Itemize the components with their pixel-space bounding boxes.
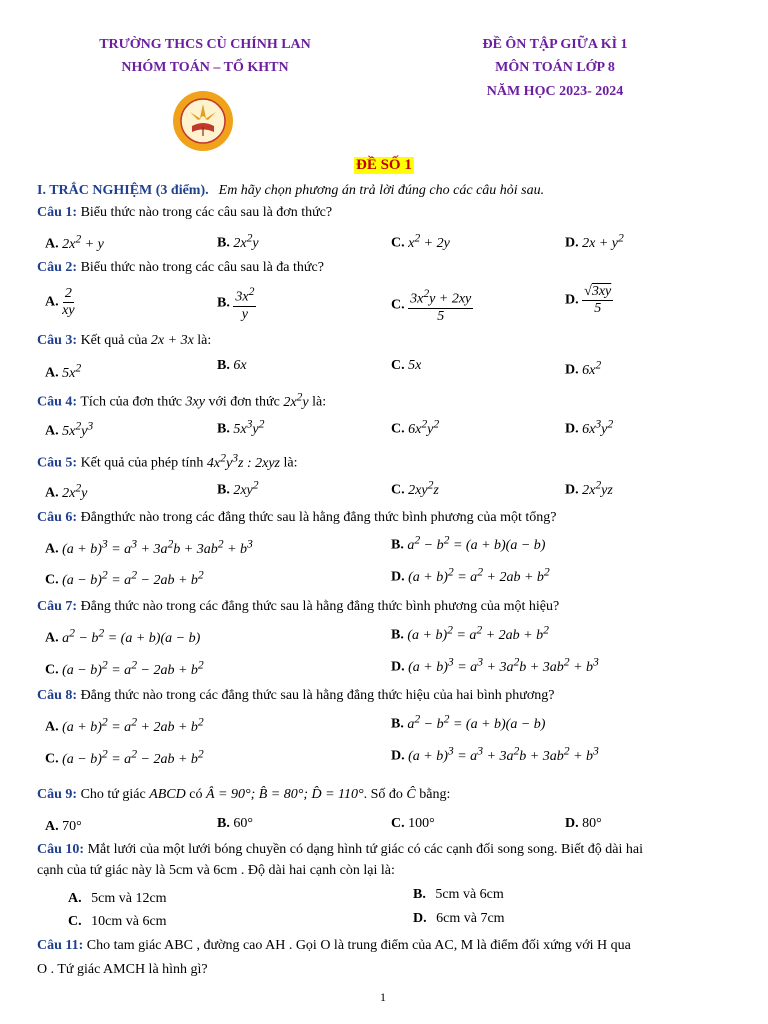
option-8c: C. $(a - b)^2 = a^2 - 2ab + b^2$ [45,747,204,767]
option-9d: D. 80° [565,816,602,831]
option-1d: D. $2x + y^2$ [565,231,624,251]
option-2a: A. $\frac{2}{xy}$ [45,286,75,318]
option-2d: D. $\frac{√3xy}{5}$ [565,284,612,316]
question-10-line2: cạnh của tứ giác này là 5cm và 6cm . Độ dài hai cạnh còn lại là: [37,863,395,878]
question-6: Câu 6: Đẳngthức nào trong các đẳng thức sau là hằng đẳng thức bình phương của một tổng? [37,510,557,525]
question-label: Câu 9: [37,787,78,802]
option-6b: B. $a^2 - b^2 = (a + b)(a - b)$ [391,533,546,553]
section-heading-row [37,181,544,199]
option-7a: A. $a^2 - b^2 = (a + b)(a - b)$ [45,626,201,646]
question-1 [37,205,332,221]
option-7b: B. $(a + b)^2 = a^2 + 2ab + b^2$ [391,623,549,643]
exam-number: ĐỀ SỐ 1 [356,157,412,173]
option-4a: A. $5x^2y^3$ [45,419,94,439]
question-label: Câu 5: [37,455,78,471]
option-6d: D. $(a + b)^2 = a^2 + 2ab + b^2$ [391,565,550,585]
option-8b: B. $a^2 - b^2 = (a + b)(a - b)$ [391,712,546,732]
option-3d: D. $6x^2$ [565,358,602,378]
section-heading: I. TRẮC NGHIỆM (3 điểm). [37,183,209,198]
question-label: Câu 11: [37,938,84,953]
option-1c: C. $x^2 + 2y$ [391,231,450,251]
question-2 [37,260,324,276]
option-4c: C. $6x^2y^2$ [391,417,440,437]
exam-title: ĐỀ ÔN TẬP GIỮA KÌ 1 [482,37,628,52]
option-4d: D. $6x^3y^2$ [565,417,614,437]
option-2b: B. $\frac{3x^2}{y}$ [217,285,255,322]
question-label: Câu 1: [37,205,78,220]
page-number: 1 [380,990,386,1004]
option-5d: D. $2x^2yz$ [565,478,613,498]
option-10a: A. 5cm và 12cm [68,891,167,906]
option-2c: C. $\frac{3x^2y + 2xy}{5}$ [391,287,472,324]
option-3b: B. 6x [217,358,247,373]
option-5a: A. $2x^2y$ [45,481,88,501]
school-year: NĂM HỌC 2023- 2024 [486,84,624,99]
question-3: Câu 3: Kết quả của 2x + 3x là: [37,333,212,348]
question-4: Câu 4: Tích của đơn thức 3xy với đơn thức $2x^2y$ là: [37,390,327,410]
option-10c: C. 10cm và 6cm [68,914,167,929]
question-11: Câu 11: Cho tam giác ABC , đường cao AH . Gọi O là trung điểm của AC, M là điểm đối xứng với H qua [37,938,631,953]
group-name: NHÓM TOÁN – TỔ KHTN [121,60,289,75]
school-logo [172,90,234,152]
option-1a: A. $2x^2 + y$ [45,232,104,252]
question-label: Câu 2: [37,260,78,275]
question-11-line2: O . Tứ giác AMCH là hình gì? [37,962,208,977]
question-5: Câu 5: Kết quả của phép tính $4x^2y^3z$ : 2xyz là: [37,451,298,471]
option-6a: A. $(a + b)^3 = a^3 + 3a^2b + 3ab^2 + b^3$ [45,537,253,557]
option-5b: B. $2xy^2$ [217,478,259,498]
section-note: Em hãy chọn phương án trả lời đúng cho các câu hỏi sau. [218,183,545,198]
option-8a: A. $(a + b)^2 = a^2 + 2ab + b^2$ [45,715,204,735]
option-3c: C. 5x [391,358,422,373]
option-9c: C. 100° [391,816,435,831]
question-7: Câu 7: Đẳng thức nào trong các đẳng thức sau là hằng đẳng thức bình phương của một hiệu? [37,599,560,614]
question-label: Câu 8: [37,688,78,703]
question-label: Câu 7: [37,599,78,614]
option-6c: C. $(a - b)^2 = a^2 - 2ab + b^2$ [45,568,204,588]
option-1b: B. $2x^2y$ [217,231,259,251]
option-8d: D. $(a + b)^3 = a^3 + 3a^2b + 3ab^2 + b^3$ [391,744,599,764]
question-label: Câu 6: [37,510,78,525]
question-label: Câu 3: [37,333,78,348]
question-text: Kết quả của [80,333,148,348]
option-7d: D. $(a + b)^3 = a^3 + 3a^2b + 3ab^2 + b^3$ [391,655,599,675]
question-10: Câu 10: Mắt lưới của một lưới bóng chuyền có dạng hình tứ giác có các cạnh đối song song. Biết độ dài hai [37,842,644,857]
question-label: Câu 10: [37,842,85,857]
option-9b: B. 60° [217,816,253,831]
option-7c: C. $(a - b)^2 = a^2 - 2ab + b^2$ [45,658,204,678]
option-10b: B. 5cm và 6cm [413,887,504,902]
subject-title: MÔN TOÁN LỚP 8 [495,60,615,75]
question-text: Biểu thức nào trong các câu sau là đơn thức? [80,205,333,220]
option-3a: A. $5x^2$ [45,361,82,381]
option-9a: A. 70° [45,819,82,834]
question-label: Câu 4: [37,394,78,410]
option-4b: B. $5x^3y^2$ [217,417,265,437]
question-8: Câu 8: Đẳng thức nào trong các đẳng thức sau là hằng đẳng thức hiệu của hai bình phương? [37,688,555,703]
question-9: Câu 9: Cho tứ giác ABCD có Â = 90°; B̂ = 80°; D̂ = 110°. Số đo Ĉ bằng: [37,787,451,802]
question-text: Biểu thức nào trong các câu sau là đa thức? [80,260,324,275]
option-10d: D. 6cm và 7cm [413,911,505,926]
option-5c: C. $2xy^2z$ [391,478,439,498]
school-name: TRƯỜNG THCS CÙ CHÍNH LAN [99,37,311,52]
